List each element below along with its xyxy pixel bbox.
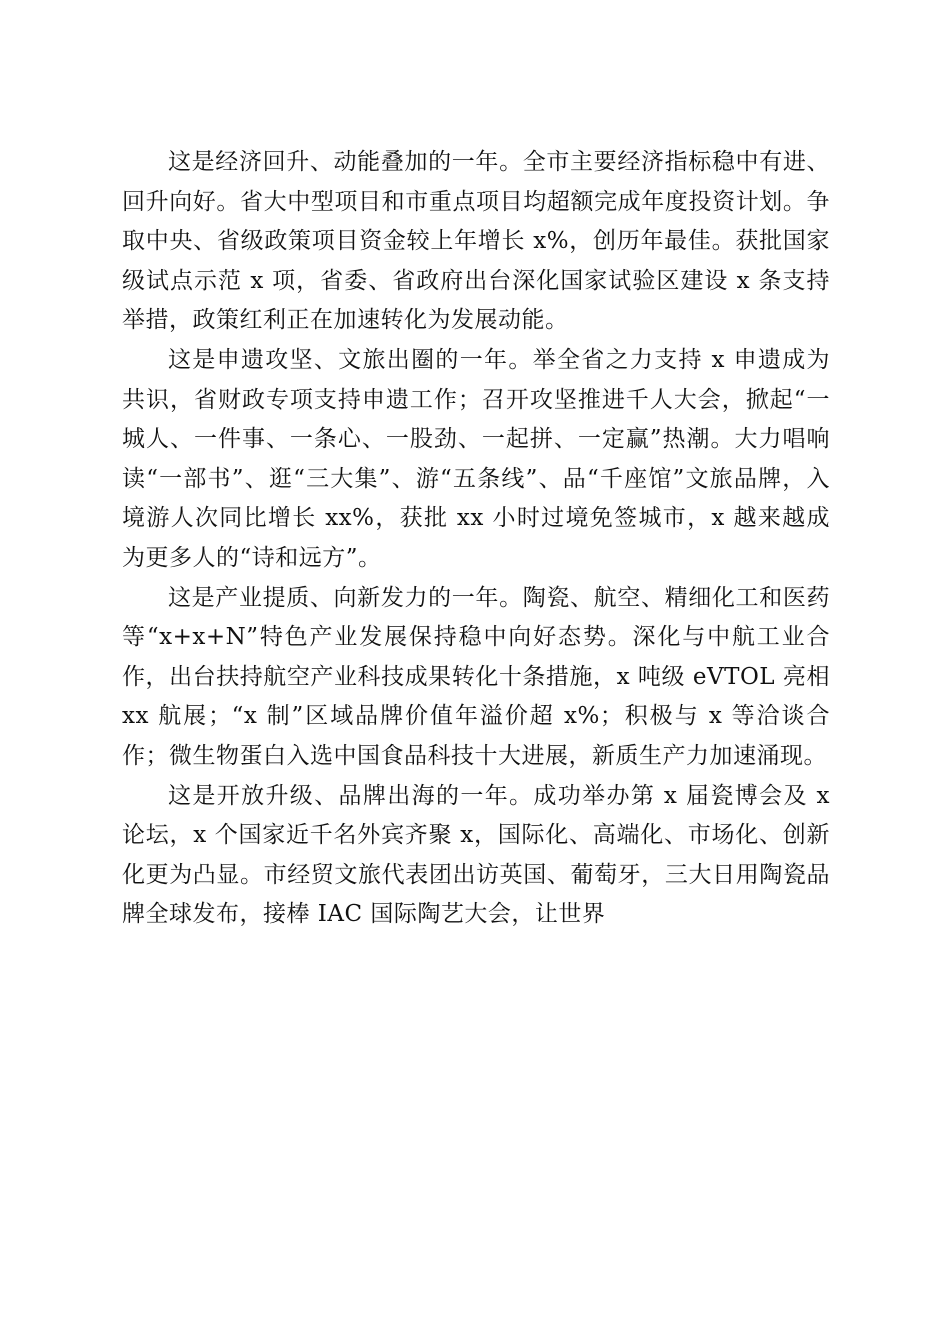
paragraph-heritage-tourism: 这是申遗攻坚、文旅出圈的一年。举全省之力支持 x 申遗成为共识，省财政专项支持申遗工作；召开攻坚推进千人大会，掀起“一城人、一件事、一条心、一股劲、一起拼、一定赢”热潮。大力唱响读“一部书”、逛“三大集”、游“五条线”、品“千座馆”文旅品牌，入境游人次同比增长 xx%，获批 xx 小时过境免签城市，x 越来越成为更多人的“诗和远方”。 [122,346,830,571]
document-body [122,143,830,935]
paragraph-opening-up: 这是开放升级、品牌出海的一年。成功举办第 x 届瓷博会及 x 论坛，x 个国家近千名外宾齐聚 x，国际化、高端化、市场化、创新化更为凸显。市经贸文旅代表团出访英国、葡萄牙，三大日用陶瓷品牌全球发布，接棒 IAC 国际陶艺大会，让世界 [122,782,830,928]
paragraph-industry: 这是产业提质、向新发力的一年。陶瓷、航空、精细化工和医药等“x+x+N”特色产业发展保持稳中向好态势。深化与中航工业合作，出台扶持航空产业科技成果转化十条措施，x 吨级 eVTOL 亮相 xx 航展；“x 制”区域品牌价值年溢价超 x%；积极与 x 等洽谈合作；微生物蛋白入选中国食品科技十大进展，新质生产力加速涌现。 [122,584,830,769]
paragraph-economy: 这是经济回升、动能叠加的一年。全市主要经济指标稳中有进、回升向好。省大中型项目和市重点项目均超额完成年度投资计划。争取中央、省级政策项目资金较上年增长 x%，创历年最佳。获批国家级试点示范 x 项，省委、省政府出台深化国家试验区建设 x 条支持举措，政策红利正在加速转化为发展动能。 [122,149,830,334]
